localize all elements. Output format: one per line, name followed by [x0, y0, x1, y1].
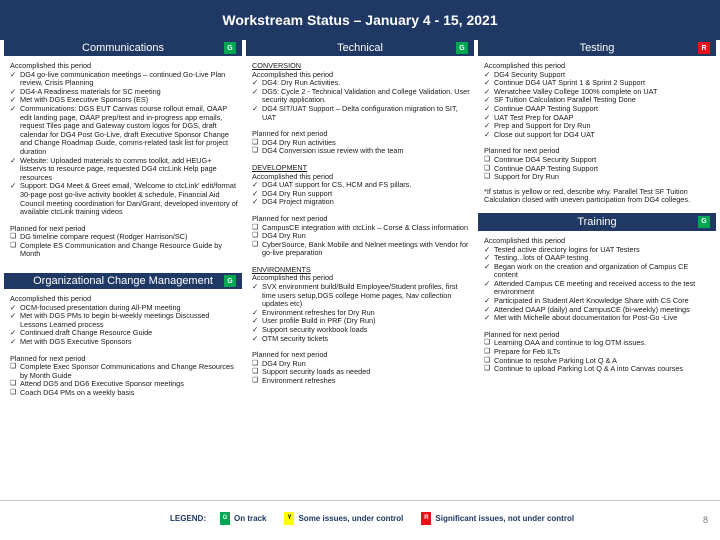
org-change-body: [4, 289, 242, 398]
testing-planned-label: Planned for next period: [484, 146, 560, 156]
conversion-title: CONVERSION: [252, 61, 302, 70]
list-item: ❑ Continue OAAP Testing Support: [484, 165, 712, 174]
list-item: ✓ Prep and Support for Dry Run: [484, 122, 712, 131]
org-change-accomplished-label: Accomplished this period: [10, 294, 92, 304]
list-item: ✓ Met with DGS Executive Sponsors (ES): [10, 96, 238, 105]
development-planned-label: Planned for next period: [252, 213, 328, 223]
org-change-status-badge: G: [224, 275, 236, 287]
list-item: ❑ Attend DG5 and DG6 Executive Sponsor meetings: [10, 380, 238, 389]
org-change-accomplished-list: [10, 304, 238, 347]
list-item: ❑ DG4 Dry Run: [252, 360, 470, 369]
list-item: ✓ Close out support for DG4 UAT: [484, 131, 712, 140]
list-item: ✓ DG4 Security Support: [484, 71, 712, 80]
left-column: [4, 40, 242, 398]
list-item: ✓ Website: Uploaded materials to comms toolkit, add HEUG+ listservs to resource page, requested DG4 ctcLink Help page resources: [10, 157, 238, 183]
list-item: ✓ DG4 Dry Run support: [252, 190, 470, 199]
list-item: ✓ DG4: Dry Run Activities.: [252, 79, 470, 88]
footer-divider: [0, 500, 720, 501]
communications-accomplished-label: Accomplished this period: [10, 61, 92, 70]
list-item: ❑ DG4 Dry Run: [252, 232, 470, 241]
technical-header: [246, 40, 474, 56]
list-item: ❑ Prepare for Feb ILTs: [484, 348, 712, 357]
list-item: ✓ DG4 UAT support for CS, HCM and FS pillars.: [252, 181, 470, 190]
org-change-planned-label: Planned for next period: [10, 353, 86, 363]
list-item: ✓ Participated in Student Alert Knowledge Share with CS Core: [484, 297, 712, 306]
legend-text-yellow: Some issues, under control: [298, 513, 404, 523]
list-item: ✓ DG4-A Readiness materials for SC meeting: [10, 88, 238, 97]
list-item: ✓ User profile Build in PRF (Dry Run): [252, 317, 470, 326]
list-item: ❑ CyberSource, Bank Mobile and Nelnet meetings with Vendor for go-live preparation: [252, 241, 470, 258]
legend-text-green: On track: [234, 513, 267, 523]
list-item: ❑ Coach DG4 PMs on a weekly basis: [10, 389, 238, 398]
testing-status-note: *If status is yellow or red, describe why. Parallel Test SF Tuition Calculation closed with uneven participation from DG4 colleges.: [484, 186, 691, 205]
list-item: ❑ DG4 Dry Run activities: [252, 139, 470, 148]
org-change-header: [4, 273, 242, 289]
list-item: ❑ Environment refreshes: [252, 377, 470, 386]
training-header-label: Training: [577, 215, 617, 228]
list-item: ✓ Continued draft Change Resource Guide: [10, 329, 238, 338]
training-planned-list: [484, 339, 712, 373]
list-item: ✓ SVX environment build/Build Employee/Student profiles, first time users setup,DGS college Home pages, Nav collection updates etc): [252, 283, 470, 309]
technical-status-badge: G: [456, 42, 468, 54]
list-item: ✓ Attended Campus CE meeting and received access to the test environment: [484, 280, 712, 297]
testing-status-badge: R: [698, 42, 710, 54]
communications-body: [4, 56, 242, 259]
list-item: ✓ DG4 go-live communication meetings – continued Go-Live Plan review, Crisis Planning: [10, 71, 238, 88]
list-item: ✓ Tested active directory logins for UAT Testers: [484, 246, 712, 255]
training-accomplished-list: [484, 246, 712, 323]
communications-status-badge: G: [224, 42, 236, 54]
testing-accomplished-list: [484, 71, 712, 140]
development-title: DEVELOPMENT: [252, 162, 308, 172]
testing-accomplished-label: Accomplished this period: [484, 61, 566, 70]
communications-header: [4, 40, 242, 56]
training-planned-label: Planned for next period: [484, 329, 560, 339]
list-item: ✓ Wenatchee Valley College 100% complete on UAT: [484, 88, 712, 97]
conversion-planned-list: [252, 139, 470, 156]
environments-accomplished-list: [252, 283, 470, 343]
list-item: ✓ DG5: Cycle 2 - Technical Validation and College Validation. User security application.: [252, 88, 470, 105]
org-change-header-label: Organizational Change Management: [33, 275, 213, 288]
list-item: ✓ Continue DG4 UAT Sprint 1 & Sprint 2 Support: [484, 79, 712, 88]
development-accomplished-list: [252, 181, 470, 207]
training-status-badge: G: [698, 216, 710, 228]
list-item: ❑ DG timeline compare request (Rodger Harrison/SC): [10, 233, 238, 242]
list-item: ✓ SF Tuition Calculation Parallel Testing Done: [484, 96, 712, 105]
list-item: ✓ OCM-focused presentation during All-PM meeting: [10, 304, 238, 313]
testing-header: [478, 40, 716, 56]
legend-swatch-yellow: Y: [284, 512, 294, 525]
list-item: ❑ Continue to resolve Parking Lot Q & A: [484, 357, 712, 366]
list-item: ✓ Support: DG4 Meet & Greet email, 'Welcome to ctcLink' edit/format 30-page post go-live activity booklet & schedule, Financial Aid Council meeting coordination for Dan/Grant, developed inventory of available ctcLink training videos: [10, 182, 238, 216]
communications-header-label: Communications: [82, 42, 164, 54]
list-item: ✓ DG4 SIT/UAT Support – Delta configuration migration to SIT, UAT: [252, 105, 470, 122]
list-item: ✓ Attended OAAP (daily) and CampusCE (bi-weekly) meetings: [484, 306, 712, 315]
environments-accomplished-label: Accomplished this period: [252, 273, 334, 283]
legend-text-red: Significant issues, not under control: [435, 513, 575, 523]
list-item: ❑ Continue to upload Parking Lot Q & A into Canvas courses: [484, 365, 712, 374]
list-item: ❑ Complete ES Communication and Change Resource Guide by Month: [10, 242, 238, 259]
testing-body: [478, 56, 716, 205]
development-accomplished-label: Accomplished this period: [252, 171, 334, 181]
list-item: ❑ Support security loads as needed: [252, 368, 470, 377]
list-item: ✓ Met with DGS PMs to begin bi-weekly meetings Discussed Lessons Learned process: [10, 312, 238, 329]
list-item: ❑ Continue DG4 Security Support: [484, 156, 712, 165]
list-item: ✓ Began work on the creation and organization of Campus CE content: [484, 263, 712, 280]
legend-label: LEGEND:: [170, 513, 206, 523]
conversion-accomplished-list: [252, 79, 470, 122]
list-item: ✓ Met with DGS Executive Sponsors: [10, 338, 238, 347]
legend-item-green: [220, 512, 266, 525]
environments-title: ENVIRONMENTS: [252, 264, 311, 274]
conversion-planned-label: Planned for next period: [252, 129, 328, 139]
list-item: ✓ Support security workbook loads: [252, 326, 470, 335]
communications-accomplished-list: [10, 71, 238, 217]
list-item: ✓ Testing...lots of OAAP testing: [484, 254, 712, 263]
environments-planned-label: Planned for next period: [252, 350, 328, 360]
technical-body: [246, 56, 474, 386]
testing-planned-list: [484, 156, 712, 182]
training-body: [478, 231, 716, 374]
legend-item-yellow: [284, 512, 403, 525]
list-item: ❑ Support for Dry Run: [484, 173, 712, 182]
environments-planned-list: [252, 360, 470, 386]
list-item: ❑ Complete Exec Sponsor Communications and Change Resources by Month Guide: [10, 363, 238, 380]
communications-planned-list: [10, 233, 238, 259]
communications-planned-label: Planned for next period: [10, 223, 86, 233]
development-planned-list: [252, 224, 470, 258]
legend-swatch-red: R: [421, 512, 431, 525]
list-item: ✓ Continue OAAP Testing Support: [484, 105, 712, 114]
technical-header-label: Technical: [337, 42, 383, 54]
page-title: Workstream Status – January 4 - 15, 2021: [0, 0, 720, 40]
org-change-planned-list: [10, 363, 238, 397]
right-column: [478, 40, 716, 374]
list-item: ❑ Learning OAA and continue to log OTM issues.: [484, 339, 712, 348]
list-item: ✓ Communications: DGS EUT Canvas course rollout email, OAAP edit landing page, OAAP prep/test and in-progress app emails, request Tiles page and Gateway custom logos for DGS, draft calendar for DG4 Post Go-Live, draft Executive Sponsor Change and Change Roadmap Guide, comms-related task list for project duration: [10, 105, 238, 157]
list-item: ✓ DG4 Project migration: [252, 198, 470, 207]
list-item: ❑ CampusCE integration with ctcLink – Corse & Class information: [252, 224, 470, 233]
conversion-accomplished-label: Accomplished this period: [252, 69, 334, 79]
list-item: ❑ DG4 Conversion issue review with the team: [252, 147, 470, 156]
training-header: [478, 213, 716, 231]
legend-swatch-green: G: [220, 512, 230, 525]
training-accomplished-label: Accomplished this period: [484, 235, 566, 245]
list-item: ✓ UAT Test Prep for OAAP: [484, 114, 712, 123]
list-item: ✓ Environment refreshes for Dry Run: [252, 309, 470, 318]
middle-column: [246, 40, 474, 386]
page-number: 8: [702, 515, 708, 525]
legend: [170, 510, 592, 526]
legend-item-red: [421, 512, 574, 525]
list-item: ✓ Met with Michelle about documentation for Post-Go -Live: [484, 314, 712, 323]
testing-header-label: Testing: [579, 42, 615, 54]
list-item: ✓ OTM security tickets: [252, 335, 470, 344]
